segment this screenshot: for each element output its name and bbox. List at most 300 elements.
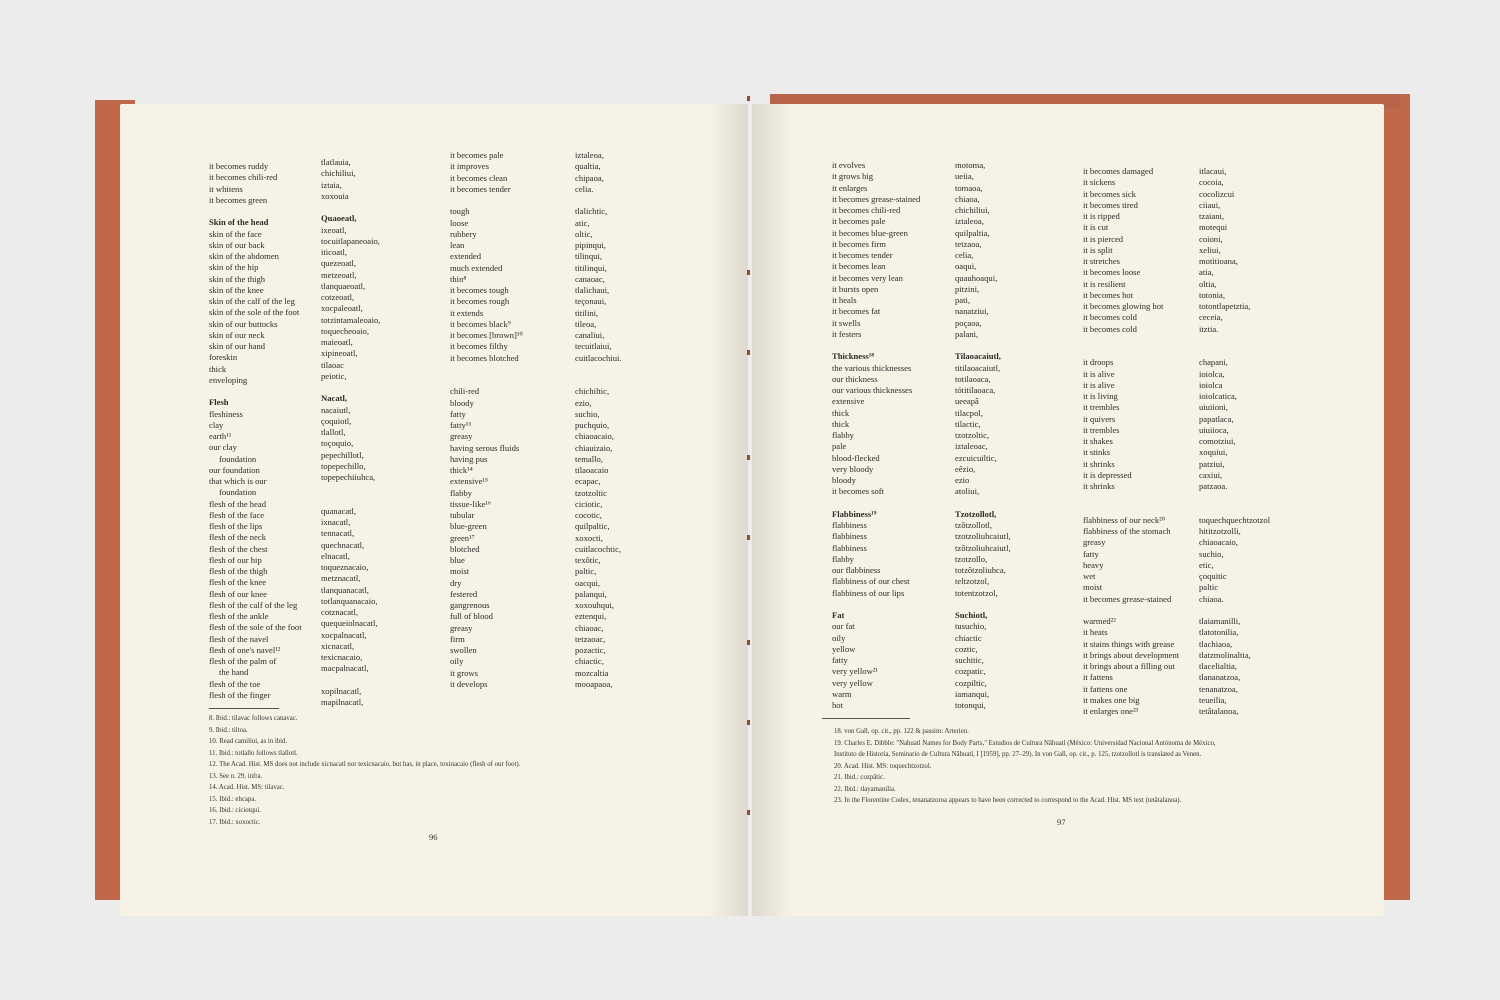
entry-line: it becomes loose — [1083, 267, 1141, 278]
entry-line: extensive — [832, 396, 865, 407]
entry-line: uiuiioca, — [1199, 424, 1229, 435]
entry-line: atoliui, — [955, 486, 980, 497]
entry-line: tzotzollo, — [955, 553, 988, 564]
entry-line: it extends — [450, 307, 484, 318]
left-footnote-rule — [209, 708, 279, 709]
entry-line: our foundation — [209, 464, 260, 475]
entry-line: it shrinks — [1083, 481, 1115, 491]
entry-line: topepechiiuhca, — [321, 472, 376, 482]
entry-line: it becomes cold — [1083, 323, 1137, 334]
entry-line: toquecheoaio, — [321, 325, 369, 336]
entry-line: it is pierced — [1083, 233, 1124, 244]
entry-line: nacaiutl, — [321, 404, 351, 415]
entry-line: foundation — [219, 487, 257, 498]
entry-line: iztaleoac, — [955, 441, 988, 452]
entry-line: clay — [209, 419, 224, 430]
entry-line: titilinqui, — [575, 262, 607, 273]
entry-line: caxiui, — [1199, 469, 1223, 480]
entry-line: tlaiamanilli, — [1199, 616, 1241, 626]
entry-line: oily — [832, 632, 846, 643]
entry-line: fatty — [450, 408, 466, 419]
entry-line: oltic, — [575, 228, 593, 239]
right-column-1 — [832, 160, 952, 711]
entry-line: coztic, — [955, 643, 978, 654]
entry-line: Flabbiness¹⁹ — [832, 508, 877, 519]
entry-line: flesh of the calf of the leg — [209, 599, 298, 610]
entry-line: it becomes tough — [450, 285, 509, 295]
entry-line: it improves — [450, 161, 489, 172]
entry-line: our clay — [209, 442, 237, 453]
entry-line: flesh of the palm of — [209, 656, 277, 666]
entry-line: skin of the calf of the leg — [209, 296, 295, 306]
entry-line: skin of the abdomen — [209, 251, 279, 261]
binding-stitch — [747, 270, 750, 275]
entry-line: Nacatl, — [321, 393, 348, 404]
footnote: 17. Ibid.: xoxoctic. — [209, 818, 261, 826]
entry-spacer — [1083, 605, 1201, 616]
entry-line: it becomes blue-green — [832, 227, 908, 238]
entry-spacer — [1083, 492, 1201, 503]
entry-line: xoxouia — [321, 190, 349, 201]
entry-line: fatty¹³ — [450, 420, 471, 430]
left-column-2 — [321, 157, 431, 708]
entry-line: cotznacatl, — [321, 607, 358, 617]
entry-line: it becomes black⁹ — [450, 318, 511, 329]
entry-line: ezcuicuiltic, — [955, 452, 997, 463]
entry-line: xoxouhqui, — [575, 600, 614, 610]
entry-line: thick — [832, 407, 850, 418]
entry-line: thick¹⁴ — [450, 465, 473, 475]
entry-line: it becomes glowing hot — [1083, 301, 1164, 311]
entry-line: eêzio, — [955, 463, 976, 474]
entry-line: flabbiness — [832, 520, 867, 530]
entry-line: it droops — [1083, 357, 1114, 368]
entry-line: ezio, — [575, 397, 592, 408]
entry-line: warmed²² — [1083, 616, 1116, 626]
right-page — [752, 104, 1384, 916]
entry-line: tzotzoltic, — [955, 430, 990, 440]
entry-line: it is living — [1083, 391, 1118, 401]
entry-line: gangrenous — [450, 600, 490, 610]
entry-line: xopilnacatl, — [321, 685, 362, 696]
entry-line: it bursts open — [832, 283, 879, 294]
entry-line: xoxocti, — [575, 532, 603, 543]
entry-line: chiaoa, — [955, 193, 980, 204]
entry-line: it becomes ruddy — [209, 161, 269, 171]
entry-line: it grows — [450, 667, 478, 678]
entry-line: Flesh — [209, 397, 229, 408]
entry-spacer — [321, 202, 431, 213]
entry-line: having serous fluids — [450, 442, 520, 453]
entry-line: very yellow²¹ — [832, 666, 878, 677]
entry-spacer — [209, 386, 319, 397]
footnote: 15. Ibid.: ehcapa. — [209, 795, 256, 803]
entry-line: bloody — [450, 397, 474, 408]
entry-line: moist — [450, 566, 470, 577]
entry-line: skin of the hip — [209, 262, 259, 273]
entry-line: our thickness — [832, 373, 878, 384]
entry-line: foreskin — [209, 352, 238, 363]
entry-line: patzaoa. — [1199, 481, 1228, 491]
entry-line: extensive¹⁵ — [450, 476, 489, 487]
entry-line: tlatlauia, — [321, 157, 351, 167]
entry-line: patziui, — [1199, 458, 1225, 469]
entry-spacer — [450, 195, 570, 206]
entry-line: ceceia, — [1199, 312, 1223, 323]
entry-line: flesh of our knee — [209, 588, 267, 599]
entry-line: celia. — [575, 183, 594, 194]
entry-line: green¹⁷ — [450, 532, 475, 543]
entry-line: palani, — [955, 328, 979, 339]
entry-line: ueiia, — [955, 171, 974, 182]
entry-spacer — [321, 483, 431, 494]
entry-line: iticoatl, — [321, 247, 348, 257]
entry-line: flabbiness of our chest — [832, 576, 910, 587]
entry-line: Suchiotl, — [955, 610, 988, 620]
entry-line: tzotzoliuhcaiutl, — [955, 531, 1011, 542]
entry-line: it sickens — [1083, 177, 1116, 188]
entry-line: skin of our back — [209, 239, 265, 250]
entry-line: it stretches — [1083, 256, 1120, 266]
right-column-3 — [1083, 166, 1201, 717]
footnote: 8. Ibid.: tilavac follows canavac. — [209, 715, 298, 722]
entry-line: tennacatl, — [321, 528, 355, 539]
entry-line: it becomes soft — [832, 486, 885, 497]
entry-line: xocpalnacatl, — [321, 629, 367, 640]
entry-line: texôtic, — [575, 555, 601, 565]
entry-line: it trembles — [1083, 402, 1120, 413]
entry-line: flesh of one's navel¹² — [209, 644, 281, 655]
entry-spacer — [450, 375, 570, 386]
entry-line: chichiliui, — [955, 205, 990, 215]
entry-line: motitioana, — [1199, 256, 1238, 266]
entry-line: it is depressed — [1083, 469, 1132, 480]
entry-line: swollen — [450, 645, 477, 655]
entry-spacer — [955, 340, 1075, 351]
entry-line: skin of our hand — [209, 341, 266, 351]
entry-line: toqueznacaio, — [321, 562, 369, 572]
entry-line: extended — [450, 251, 482, 262]
entry-line: tzaiani, — [1199, 211, 1225, 221]
entry-line: pale — [832, 441, 847, 452]
footnote: Instituto de Historia, Seminario de Cultura Nâhuatl, I [1959], pp. 27–29). In von Gall, op. cit., p. 125, tzotzollotl is translated as Venen. — [834, 751, 1202, 758]
entry-line: tileoa, — [575, 318, 597, 329]
entry-spacer — [832, 498, 952, 509]
entry-line: it is alive — [1083, 368, 1115, 379]
entry-line: flesh of the finger — [209, 689, 271, 700]
entry-line: it heals — [832, 295, 857, 305]
entry-line: ezio — [955, 475, 970, 485]
entry-line: it becomes grease-stained — [1083, 593, 1172, 604]
entry-line: it quivers — [1083, 413, 1116, 424]
entry-line: tlatzmolinaltia, — [1199, 649, 1251, 660]
entry-line: tlananatzoa, — [1199, 672, 1241, 683]
entry-line: titilaoacaiutl, — [955, 362, 1001, 373]
entry-line: pitzini, — [955, 283, 980, 294]
entry-line: atic, — [575, 217, 590, 228]
entry-line: Skin of the head — [209, 217, 269, 228]
entry-line: it is cut — [1083, 222, 1109, 233]
entry-line: flesh of the navel — [209, 633, 269, 644]
entry-line: celia, — [955, 250, 974, 260]
right-page-number: 97 — [1057, 817, 1066, 827]
entry-line: pati, — [955, 295, 971, 305]
entry-line: flesh of the ankle — [209, 611, 269, 621]
binding-stitch — [747, 640, 750, 645]
entry-line: teueilia, — [1199, 694, 1227, 705]
entry-spacer — [1199, 346, 1319, 357]
entry-line: qualtia, — [575, 161, 601, 172]
binding-stitch — [747, 350, 750, 355]
entry-line: flabby — [450, 487, 472, 498]
entry-line: tlanquaeoatl, — [321, 280, 366, 291]
entry-line: it becomes [brown]¹⁰ — [450, 330, 523, 340]
entry-line: tomaoa, — [955, 182, 983, 193]
entry-line: ioiolcatica, — [1199, 391, 1237, 401]
entry-line: ixnacatl, — [321, 517, 351, 527]
entry-line: totzintamaleoaio, — [321, 314, 381, 325]
entry-line: xocpaleoatl, — [321, 303, 363, 314]
entry-line: xoquiui, — [1199, 447, 1228, 458]
entry-line: poçaoa, — [955, 317, 982, 328]
entry-line: totentzotzol, — [955, 587, 998, 598]
entry-spacer — [832, 599, 952, 610]
entry-line: flabbiness — [832, 531, 867, 542]
entry-line: earth¹¹ — [209, 431, 232, 441]
entry-line: papatlaca, — [1199, 413, 1234, 424]
entry-spacer — [575, 195, 690, 206]
entry-line: toquechquechtzotzol — [1199, 514, 1271, 525]
entry-line: flesh of the sole of the foot — [209, 622, 302, 633]
entry-line: çoquiotl, — [321, 415, 352, 426]
entry-line: chapani, — [1199, 357, 1228, 368]
entry-line: metzeoatl, — [321, 269, 357, 280]
entry-line: quequeiolnacatl, — [321, 618, 378, 629]
entry-line: it becomes pale — [450, 150, 504, 160]
right-footnotes — [834, 726, 1374, 807]
entry-line: thick — [832, 418, 850, 429]
entry-line: suchitic, — [955, 655, 984, 665]
entry-line: ciciotic, — [575, 498, 603, 509]
entry-line: it shrinks — [1083, 458, 1115, 469]
entry-line: tilaoac — [321, 359, 344, 370]
entry-line: quezeoatl, — [321, 258, 357, 269]
entry-spacer — [321, 382, 431, 393]
entry-line: bloody — [832, 475, 856, 485]
entry-line: flesh of the head — [209, 498, 267, 509]
binding-stitch — [747, 810, 750, 815]
footnote: 13. See n. 29, infra. — [209, 772, 263, 780]
entry-line: tlalichtic, — [575, 206, 608, 217]
entry-line: foundation — [219, 453, 257, 464]
binding-stitch — [747, 96, 750, 101]
entry-line: palanqui, — [575, 588, 607, 599]
entry-line: it whitens — [209, 183, 243, 194]
right-column-2 — [955, 160, 1075, 711]
entry-line: tlallotl, — [321, 427, 346, 437]
entry-line: it becomes hot — [1083, 289, 1134, 300]
entry-line: chichiltic, — [575, 386, 610, 397]
entry-line: comotziui, — [1199, 436, 1236, 446]
entry-line: totilaoaca, — [955, 373, 991, 384]
entry-spacer — [1199, 605, 1319, 616]
entry-line: iztaleoa, — [955, 216, 984, 227]
entry-line: skin of the sole of the foot — [209, 307, 300, 318]
entry-line: suchio, — [1199, 548, 1224, 559]
entry-line: flesh of the neck — [209, 532, 267, 543]
entry-line: it stains things with grease — [1083, 638, 1175, 649]
entry-line: that which is our — [209, 476, 267, 486]
entry-line: it becomes tired — [1083, 199, 1138, 210]
footnote: 22. Ibid.: tlayamanilia. — [834, 785, 896, 793]
entry-line: flesh of the toe — [209, 678, 261, 689]
entry-line: blue-green — [450, 521, 487, 532]
entry-spacer — [1083, 504, 1201, 515]
left-column-4 — [575, 150, 690, 690]
entry-line: tlatotonilia, — [1199, 627, 1239, 638]
entry-line: fatty — [832, 655, 848, 665]
entry-line: it is split — [1083, 244, 1113, 255]
entry-line: it swells — [832, 317, 861, 328]
entry-line: flabbiness — [832, 542, 867, 553]
entry-line: ioiolca, — [1199, 368, 1225, 379]
entry-line: chiauizaio, — [575, 442, 613, 453]
entry-line: it becomes tender — [832, 250, 893, 260]
entry-line: it becomes green — [209, 194, 268, 205]
entry-line: tetzaoa, — [955, 238, 982, 249]
entry-line: chiactic — [955, 632, 982, 643]
entry-line: tzôtzollotl, — [955, 520, 992, 530]
entry-line: Thickness¹⁸ — [832, 351, 874, 362]
entry-line: blue — [450, 555, 465, 565]
entry-line: flabbiness of the stomach — [1083, 526, 1171, 536]
entry-line: hititzotzolli, — [1199, 526, 1241, 536]
left-page-number: 96 — [429, 832, 438, 842]
entry-line: it evolves — [832, 160, 866, 170]
entry-line: tilaoacaio — [575, 465, 609, 475]
entry-line: tissue-like¹⁶ — [450, 498, 491, 509]
entry-line: tough — [450, 206, 470, 217]
entry-line: very yellow — [832, 677, 873, 688]
entry-line: our various thicknesses — [832, 385, 913, 395]
entry-line: flesh of the thigh — [209, 566, 268, 576]
entry-line: it stinks — [1083, 447, 1110, 458]
entry-line: itlacaui, — [1199, 166, 1227, 176]
entry-line: it is ripped — [1083, 211, 1120, 221]
right-footnote-rule — [822, 718, 910, 719]
entry-line: Tilaoacaiutl, — [955, 351, 1001, 362]
entry-line: Quaoeatl, — [321, 213, 357, 224]
gutter-shadow-left — [708, 104, 748, 916]
entry-line: tzotzoltic — [575, 487, 607, 498]
entry-line: tenanatzoa, — [1199, 683, 1238, 694]
entry-line: it grows big — [832, 171, 874, 182]
entry-line: greasy — [450, 431, 473, 442]
entry-line: quanacatl, — [321, 505, 357, 516]
entry-line: toçoquio, — [321, 438, 354, 449]
entry-line: firm — [450, 633, 465, 644]
entry-line: our flabbiness — [832, 565, 881, 575]
entry-line: it heats — [1083, 627, 1108, 638]
footnote: 14. Acad. Hist. MS: tilavac. — [209, 784, 285, 791]
entry-line: tetzaoac, — [575, 633, 606, 644]
entry-line: oltia, — [1199, 278, 1217, 289]
entry-line: skin of our buttocks — [209, 318, 278, 329]
entry-line: blood-flecked — [832, 452, 880, 463]
entry-line: paltic — [1199, 582, 1219, 593]
entry-line: temallo, — [575, 453, 603, 464]
entry-line: tecuitlaiui, — [575, 341, 612, 352]
entry-line: tótitilaoaca, — [955, 385, 996, 395]
entry-spacer — [955, 599, 1075, 610]
entry-line: full of blood — [450, 611, 493, 622]
entry-line: çoquitic — [1199, 571, 1227, 581]
entry-line: itztia. — [1199, 323, 1219, 334]
entry-line: cuitlacochiui. — [575, 352, 622, 363]
left-column-3 — [450, 150, 570, 690]
entry-line: it becomes grease-stained — [832, 193, 921, 204]
binding-stitch — [747, 535, 750, 540]
entry-line: suchio, — [575, 408, 600, 419]
entry-line: greasy — [1083, 537, 1106, 548]
entry-line: macpalnacatl, — [321, 663, 369, 674]
entry-line: it festers — [832, 328, 862, 339]
entry-spacer — [321, 495, 431, 506]
entry-line: atia, — [1199, 267, 1214, 278]
entry-line: much extended — [450, 262, 503, 273]
footnote: 18. von Gall, op. cit., pp. 122 & passim: Arterien. — [834, 728, 969, 735]
entry-line: it becomes filthy — [450, 341, 508, 352]
entry-line: it becomes chili-red — [209, 172, 278, 183]
entry-line: iztaia, — [321, 179, 342, 190]
entry-line: skin of our neck — [209, 329, 265, 340]
entry-line: warm — [832, 688, 852, 699]
right-column-4 — [1199, 166, 1319, 717]
entry-line: blotched — [450, 543, 480, 554]
entry-line: coioni, — [1199, 233, 1223, 244]
entry-line: topepechillo, — [321, 460, 366, 471]
entry-line: Fat — [832, 610, 845, 620]
entry-line: Tzotzollotl, — [955, 508, 997, 519]
binding-stitch — [747, 720, 750, 725]
footnote: 11. Ibid.: totlallo follows tlallotl. — [209, 749, 298, 757]
entry-line: mapilnacatl, — [321, 697, 364, 707]
entry-line: it fattens — [1083, 672, 1113, 683]
entry-spacer — [955, 498, 1075, 509]
entry-line: motequi — [1199, 222, 1228, 233]
entry-line: totzôtzoliuhca, — [955, 565, 1006, 575]
entry-line: ecapac, — [575, 476, 601, 487]
entry-line: flesh of the knee — [209, 577, 267, 588]
footnote: 19. Charles E. Dibble: "Nahuatl Names for Body Parts," Estudios de Cultura Nâhuatl (México: Universidad Nacional Autónoma de México, — [834, 739, 1216, 747]
entry-line: it becomes chili-red — [832, 205, 901, 215]
entry-line: thin⁸ — [450, 273, 467, 284]
entry-line: metznacatl, — [321, 573, 361, 584]
entry-line: quechnacatl, — [321, 539, 365, 550]
entry-line: it becomes firm — [832, 238, 886, 249]
entry-line: tilacpol, — [955, 407, 983, 418]
entry-line: chiaoa. — [1199, 593, 1224, 604]
entry-line: chipaoa, — [575, 172, 604, 183]
entry-line: chiaoac, — [575, 622, 604, 633]
entry-line: eztenqui, — [575, 611, 607, 622]
entry-line: cozpatic, — [955, 666, 986, 677]
entry-line: heavy — [1083, 559, 1104, 570]
entry-line: tzôtzoliuhcaiutl, — [955, 542, 1011, 553]
entry-line: oacqui, — [575, 577, 601, 588]
entry-line: flabby — [832, 553, 854, 564]
left-column-1 — [209, 161, 319, 701]
